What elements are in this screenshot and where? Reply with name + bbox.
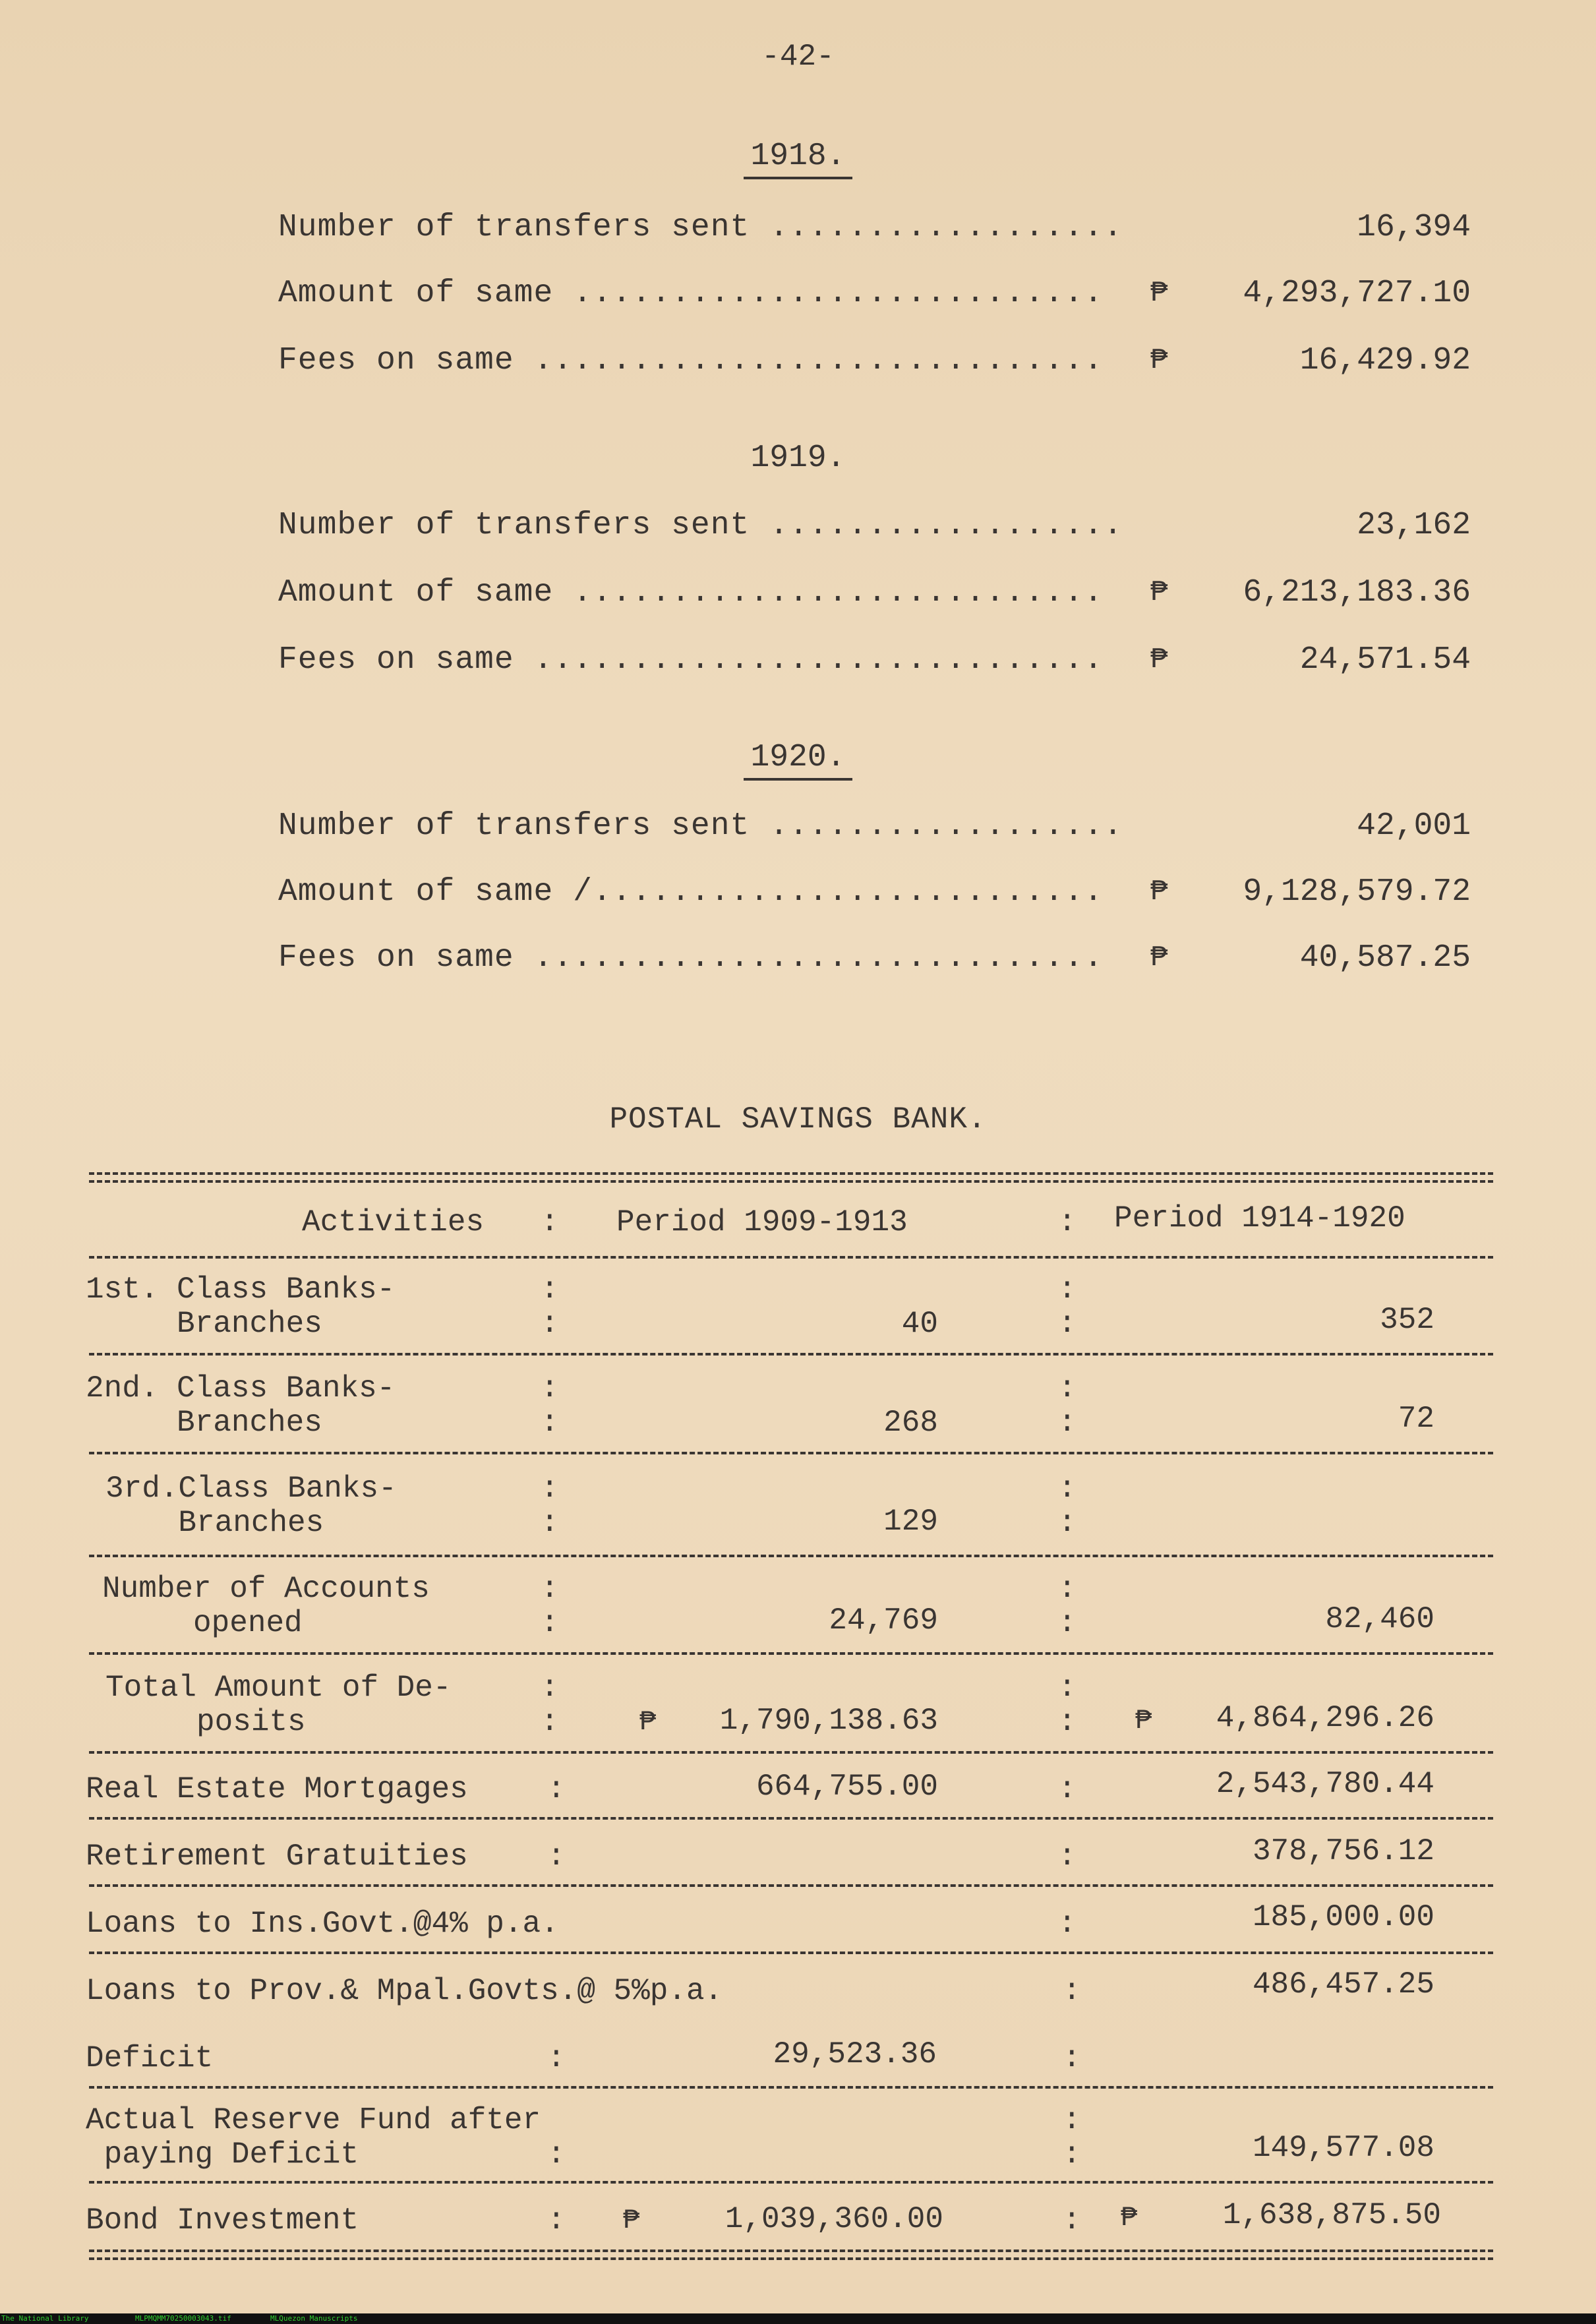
row-value-deficit-p1: 29,523.36 <box>773 2037 937 2071</box>
row-value-mortgages-p2: 2,543,780.44 <box>1216 1767 1434 1801</box>
row-rule <box>89 1751 1493 1754</box>
row-label-mortgages: Real Estate Mortgages <box>86 1772 468 1806</box>
row-value-accounts-p2: 82,460 <box>1325 1602 1434 1636</box>
row-label-bond-investment: Bond Investment <box>86 2203 359 2238</box>
row-value-1st-class-p1: 40 <box>901 1307 938 1341</box>
label-amount-1918: Amount of same ........................... <box>278 276 1104 311</box>
label-transfers-1918: Number of transfers sent .................. <box>278 210 1123 245</box>
col-sep: : <box>1058 1307 1077 1341</box>
peso-sign: ₱ <box>639 1706 657 1738</box>
col-sep: : <box>541 1506 559 1540</box>
row-rule <box>89 1452 1493 1454</box>
row-rule <box>89 1555 1493 1557</box>
row-label-1st-class: 1st. Class Banks- Branches <box>86 1272 396 1341</box>
row-value-2nd-class-p1: 268 <box>883 1406 938 1440</box>
row-label-total-deposits: Total Amount of De- posits <box>105 1671 452 1739</box>
footer-file: MLPMQMM70250003043.tif <box>135 2314 231 2323</box>
peso-sign: ₱ <box>1135 1705 1152 1737</box>
col-sep: : <box>541 1572 559 1606</box>
col-sep: : <box>541 1671 559 1705</box>
peso-sign: ₱ <box>1150 576 1168 609</box>
archive-footer <box>0 2313 1596 2324</box>
row-value-deposits-p1: 1,790,138.63 <box>719 1704 938 1738</box>
peso-sign: ₱ <box>1150 643 1168 676</box>
header-period-1: Period 1909-1913 <box>616 1205 908 1239</box>
value-fees-1919: 24,571.54 <box>1299 642 1471 678</box>
col-sep: : <box>1058 1606 1077 1640</box>
col-sep: : <box>547 2203 566 2238</box>
col-sep: : <box>1058 1572 1077 1606</box>
row-value-retirement-p2: 378,756.12 <box>1252 1834 1434 1868</box>
peso-sign: ₱ <box>1150 876 1168 909</box>
peso-sign: ₱ <box>1121 2202 1138 2234</box>
value-transfers-1919: 23,162 <box>1357 508 1471 543</box>
row-rule <box>89 1817 1493 1820</box>
col-sep: : <box>1058 1907 1077 1941</box>
row-label-loans-prov: Loans to Prov.& Mpal.Govts.@ 5%p.a. <box>86 1974 723 2008</box>
label-fees-1920: Fees on same ............................. <box>278 940 1104 976</box>
col-sep: : <box>547 1839 566 1874</box>
row-value-accounts-p1: 24,769 <box>829 1603 938 1638</box>
col-sep: : <box>1063 1974 1081 2008</box>
value-transfers-1918: 16,394 <box>1357 210 1471 245</box>
col-sep: : <box>1058 1671 1077 1705</box>
row-rule <box>89 1652 1493 1655</box>
row-label-2nd-class: 2nd. Class Banks- Branches <box>86 1371 396 1440</box>
row-rule <box>89 1256 1493 1259</box>
value-amount-1918: 4,293,727.10 <box>1243 276 1471 311</box>
year-heading-1919: 1919. <box>750 440 846 476</box>
row-value-1st-class-p2: 352 <box>1380 1303 1434 1337</box>
col-sep: : <box>1058 1371 1077 1406</box>
label-transfers-1919: Number of transfers sent .................. <box>278 508 1123 543</box>
row-label-reserve-fund: Actual Reserve Fund after paying Deficit <box>86 2103 541 2172</box>
row-rule <box>89 2181 1493 2184</box>
value-amount-1920: 9,128,579.72 <box>1243 874 1471 910</box>
section-title: POSTAL SAVINGS BANK. <box>609 1102 987 1137</box>
year-heading-1920: 1920. <box>0 740 1596 775</box>
row-label-accounts-opened: Number of Accounts opened <box>102 1572 430 1640</box>
table-bottom-rule <box>89 2250 1493 2260</box>
col-sep: : <box>541 1606 559 1640</box>
row-label-retirement: Retirement Gratuities <box>86 1839 468 1874</box>
row-value-loans-prov-p2: 486,457.25 <box>1252 1967 1434 2002</box>
col-sep: : <box>1058 1472 1077 1506</box>
peso-sign: ₱ <box>623 2205 640 2236</box>
col-sep: : <box>1063 2203 1081 2238</box>
label-amount-1919: Amount of same ........................... <box>278 575 1104 611</box>
row-rule <box>89 1353 1493 1356</box>
col-sep: : <box>541 1307 559 1341</box>
year-heading-1918: 1918. <box>0 138 1596 174</box>
label-amount-1920: Amount of same /.......................... <box>278 874 1104 910</box>
value-amount-1919: 6,213,183.36 <box>1243 575 1471 611</box>
col-sep: : <box>1058 1772 1077 1806</box>
peso-sign: ₱ <box>1150 344 1168 377</box>
col-sep: : <box>547 2137 566 2172</box>
row-value-mortgages-p1: 664,755.00 <box>755 1770 938 1804</box>
col-sep: : <box>541 1205 559 1239</box>
col-sep: : <box>1058 1406 1077 1440</box>
row-label-3rd-class: 3rd.Class Banks- Branches <box>105 1472 397 1540</box>
value-fees-1920: 40,587.25 <box>1299 940 1471 976</box>
col-sep: : <box>547 1772 566 1806</box>
header-activities: Activities <box>302 1205 485 1239</box>
col-sep: : <box>541 1705 559 1739</box>
footer-library: The National Library <box>1 2314 89 2323</box>
col-sep: : <box>1058 1839 1077 1874</box>
col-sep: : <box>1063 2137 1081 2172</box>
col-sep: : <box>1063 2103 1081 2137</box>
row-rule <box>89 1884 1493 1887</box>
value-transfers-1920: 42,001 <box>1357 808 1471 844</box>
row-rule <box>89 1952 1493 1954</box>
row-value-deposits-p2: 4,864,296.26 <box>1216 1701 1434 1735</box>
row-label-deficit: Deficit <box>86 2041 214 2075</box>
col-sep: : <box>1058 1506 1077 1540</box>
col-sep: : <box>1058 1205 1077 1239</box>
col-sep: : <box>1058 1705 1077 1739</box>
label-transfers-1920: Number of transfers sent .................. <box>278 808 1123 844</box>
label-fees-1919: Fees on same ............................. <box>278 642 1104 678</box>
row-rule <box>89 2086 1493 2089</box>
col-sep: : <box>541 1472 559 1506</box>
col-sep: : <box>1063 2041 1081 2075</box>
col-sep: : <box>547 2041 566 2075</box>
value-fees-1918: 16,429.92 <box>1299 343 1471 378</box>
peso-sign: ₱ <box>1150 941 1168 974</box>
label-fees-1918: Fees on same ............................. <box>278 343 1104 378</box>
col-sep: : <box>541 1272 559 1307</box>
col-sep: : <box>1058 1272 1077 1307</box>
page-number: -42- <box>761 40 835 74</box>
row-value-loans-ins-p2: 185,000.00 <box>1252 1900 1434 1934</box>
row-value-3rd-class-p1: 129 <box>883 1505 938 1539</box>
col-sep: : <box>541 1406 559 1440</box>
row-value-reserve-p2: 149,577.08 <box>1252 2131 1434 2165</box>
row-label-loans-ins-govt: Loans to Ins.Govt.@4% p.a. <box>86 1907 559 1941</box>
header-period-2: Period 1914-1920 <box>1114 1201 1405 1236</box>
footer-collection: MLQuezon Manuscripts <box>270 2314 358 2323</box>
row-value-2nd-class-p2: 72 <box>1398 1402 1434 1436</box>
row-value-bond-p2: 1,638,875.50 <box>1222 2198 1441 2232</box>
peso-sign: ₱ <box>1150 277 1168 310</box>
row-value-bond-p1: 1,039,360.00 <box>724 2202 943 2236</box>
col-sep: : <box>541 1371 559 1406</box>
table-top-rule <box>89 1172 1493 1183</box>
